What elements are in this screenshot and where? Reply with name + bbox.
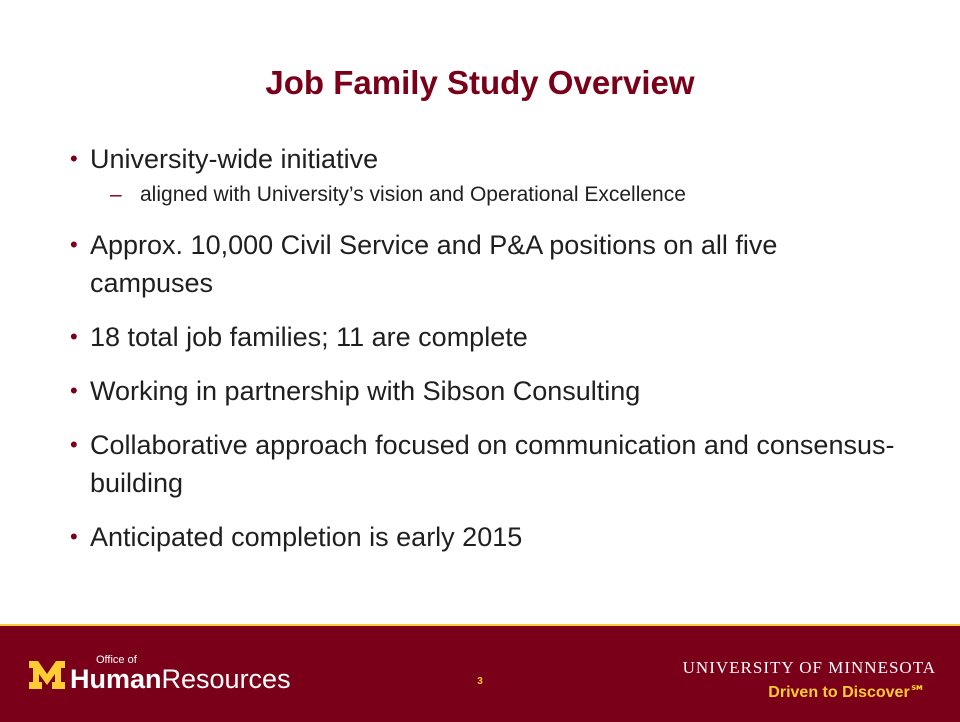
slide-title: Job Family Study Overview bbox=[265, 64, 695, 101]
bullet-marker: • bbox=[70, 232, 78, 257]
university-logo bbox=[683, 658, 936, 702]
bullet-text: 18 total job families; 11 are complete bbox=[90, 322, 528, 352]
bullet-text: Approx. 10,000 Civil Service and P&A positions on all five campuses bbox=[90, 230, 778, 298]
university-name: UNIVERSITY OF MINNESOTA bbox=[682, 658, 936, 677]
bullet-item bbox=[70, 372, 900, 410]
bullet-item bbox=[70, 140, 900, 210]
page-number: 3 bbox=[477, 676, 483, 687]
bullet-text: Working in partnership with Sibson Consulting bbox=[90, 376, 641, 406]
sub-bullet-item bbox=[90, 180, 900, 210]
bullet-marker: • bbox=[70, 378, 78, 403]
office-of-label: Office of bbox=[96, 654, 137, 666]
human-word: Human bbox=[70, 664, 162, 694]
bullet-marker: • bbox=[70, 146, 78, 171]
bullet-marker: • bbox=[70, 324, 78, 349]
sub-bullet-marker: – bbox=[110, 183, 122, 206]
slide-footer bbox=[0, 624, 960, 722]
human-resources-wordmark bbox=[70, 664, 291, 695]
sub-bullet-text: aligned with University’s vision and Operational Excellence bbox=[140, 183, 686, 206]
bullet-marker: • bbox=[70, 524, 78, 549]
bullet-text: University-wide initiative bbox=[90, 144, 379, 174]
bullet-marker: • bbox=[70, 432, 78, 457]
bullet-item bbox=[70, 226, 900, 302]
bullet-text: Anticipated completion is early 2015 bbox=[90, 522, 523, 552]
university-tagline: Driven to Discover℠ bbox=[768, 684, 926, 701]
university-m-logo-icon bbox=[28, 660, 66, 690]
bullet-item bbox=[70, 318, 900, 356]
bullet-list bbox=[70, 140, 900, 572]
resources-word: Resources bbox=[161, 664, 291, 694]
bullet-text: Collaborative approach focused on communication and consensus-building bbox=[90, 430, 895, 498]
bullet-item bbox=[70, 426, 900, 502]
bullet-item bbox=[70, 518, 900, 556]
